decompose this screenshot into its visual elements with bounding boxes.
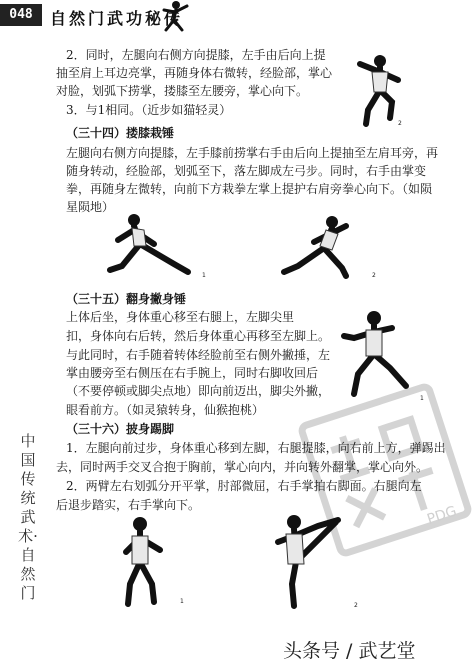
figure-f-illustration	[262, 508, 352, 612]
s36-p1-line1: 1．左腿向前过步，身体重心移到左脚，右腿提膝，向右前上方，弹踢出	[66, 441, 446, 455]
s33-p2-line1: 2．同时，左腿向右侧方向提膝，左手由后向上提	[66, 48, 326, 62]
footer-credit: 头条号 / 武艺堂	[283, 640, 416, 662]
figure-a-illustration	[346, 52, 416, 132]
s36-p1-line2: 去，同时两手交叉合抱于胸前，掌心向内，并向转外翻掌，掌心向外。	[56, 460, 429, 474]
s33-p2-line2: 抽至肩上耳边亮掌，再随身体右微转，经脸部，掌心	[56, 66, 333, 80]
s34-heading: （三十四）搂膝栽锤	[66, 126, 175, 140]
book-title: 自然门武功秘传	[50, 9, 184, 28]
figure-e-label: 1	[180, 598, 184, 605]
watermark-text: PDG	[425, 503, 459, 528]
s36-p2-line1: 2．两臂左右划弧分开平掌，肘部微屈，右手掌拍右脚面。右腿向左	[66, 479, 422, 493]
figure-e-illustration	[110, 512, 190, 612]
s36-p2-line2: 后退步踏实，右手掌向下。	[56, 498, 201, 512]
figure-f-label: 2	[354, 602, 358, 609]
figure-a-label: 2	[398, 120, 402, 127]
s34-line3: 拳，再随身左微转，向前下方栽拳左掌上提护右肩旁拳心向下。（如陨	[66, 182, 433, 196]
figure-c-illustration	[276, 212, 372, 282]
header-figure-icon	[160, 0, 190, 32]
page-header	[0, 0, 474, 34]
s34-line4: 星陨地）	[66, 200, 115, 214]
figure-b-illustration	[104, 210, 204, 280]
figure-b-label: 1	[202, 272, 206, 279]
s35-line6: 眼看前方。（如灵猿转身，仙猴抱桃）	[66, 403, 265, 417]
s35-line2: 扣，身体向右后转，然后身体重心再移至左脚上。	[66, 329, 331, 343]
s33-p2-line3: 对脸，划弧下捞掌，搂膝至左腰旁，掌心向下。	[56, 84, 309, 98]
side-vertical-text: 中国传统武术·自然门	[18, 432, 38, 602]
figure-d-label: 1	[420, 395, 424, 402]
s35-line4: 掌由腰旁至右侧压在右手腕上，同时右脚收回后	[66, 366, 319, 380]
s35-line3: 与此同时，右手随着转体经脸前至右侧外撇捶，左	[66, 348, 331, 362]
s34-line1: 左腿向右侧方向提膝，左手膝前捞掌右手由后向上提抽至左肩耳旁，再	[66, 146, 439, 160]
s35-line1: 上体后坐，身体重心移至右腿上，左脚尖里	[66, 310, 295, 324]
s35-heading: （三十五）翻身撇身锤	[66, 292, 187, 306]
s34-line2: 随身转动，经脸部，划弧至下，落左脚成左弓步。同时，右手由掌变	[66, 164, 427, 178]
figure-c-label: 2	[372, 272, 376, 279]
s33-p3: 3．与1相同。（近步如猫轻灵）	[66, 103, 232, 117]
s35-line5: （不要停顿或脚尖点地）即向前迈出，脚尖外撇，	[66, 384, 331, 398]
s36-heading: （三十六）披身踢脚	[66, 422, 175, 436]
page-number: 048	[0, 4, 42, 26]
